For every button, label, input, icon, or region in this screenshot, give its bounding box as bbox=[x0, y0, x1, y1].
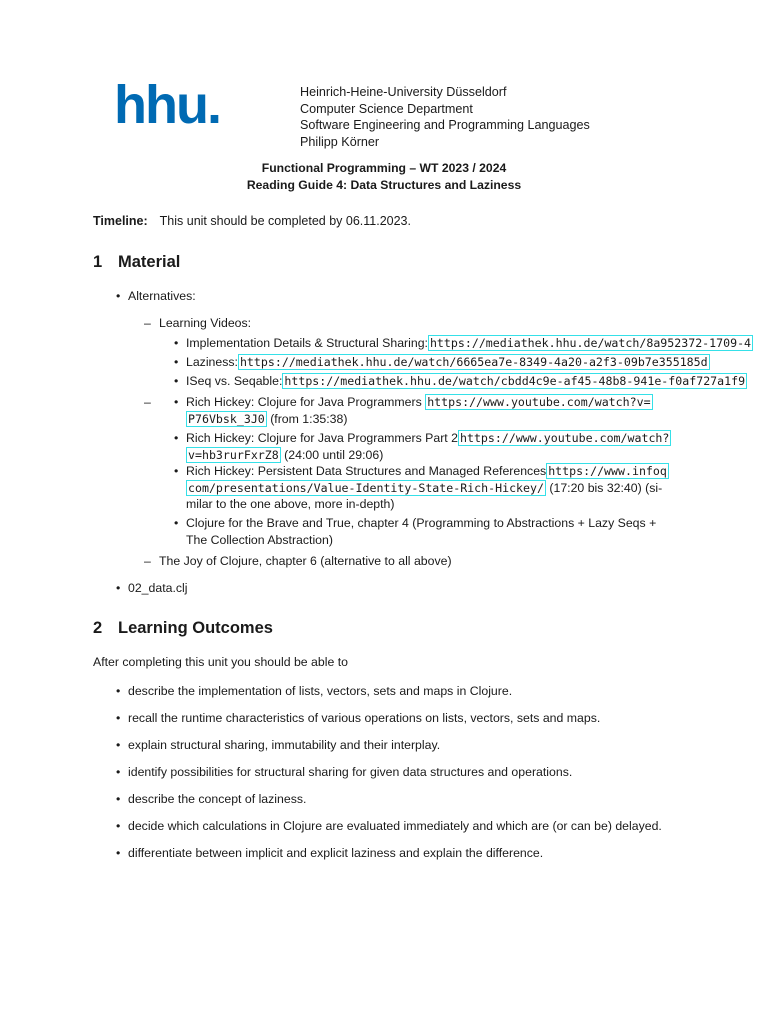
outcome-item: • identify possibilities for structural sharing for given data structures and operations. bbox=[128, 764, 572, 781]
talk-link[interactable]: https://www.youtube.com/watch? bbox=[459, 431, 670, 445]
section-title: Learning Outcomes bbox=[118, 619, 273, 637]
file-item: • 02_data.clj bbox=[128, 580, 187, 597]
video-link[interactable]: https://mediathek.hhu.de/watch/cbdd4c9e-af45-48b8-941e-f0af727a1f9 bbox=[284, 374, 746, 388]
dash-icon: – bbox=[144, 554, 151, 568]
institution-line: Heinrich-Heine-University Düsseldorf bbox=[300, 85, 507, 99]
section-number: 2 bbox=[93, 619, 103, 637]
timeline-label: Timeline: bbox=[93, 214, 148, 228]
course-title: Functional Programming – WT 2023 / 2024 bbox=[261, 161, 507, 175]
talk-link[interactable]: com/presentations/Value-Identity-State-Rich-Hickey/ bbox=[188, 480, 544, 495]
outcome-item: • describe the implementation of lists, vectors, sets and maps in Clojure. bbox=[128, 683, 512, 700]
dash-icon: – bbox=[144, 395, 151, 409]
hhu-logo bbox=[114, 83, 244, 131]
outcome-item: • explain structural sharing, immutability and their interplay. bbox=[128, 737, 440, 754]
talk-item: • Rich Hickey: Persistent Data Structures and Managed References https://www.infoq com/presentations/Value-Identity-State-Rich-Hickey/ (17:20 bis 32:40) (si- milar to the one above, more in-depth) bbox=[186, 463, 686, 513]
institution-block bbox=[300, 84, 590, 151]
talk-link[interactable]: https://www.youtube.com/watch?v= bbox=[427, 395, 651, 409]
dash-icon: – bbox=[144, 316, 151, 330]
institution-line: Software Engineering and Programming Languages bbox=[300, 118, 590, 133]
video-link[interactable]: https://mediathek.hhu.de/watch/6665ea7e-8349-4a20-a2f3-09b7e355185d bbox=[239, 355, 708, 369]
learning-videos-label: Learning Videos: bbox=[159, 316, 252, 330]
section-heading-outcomes bbox=[93, 620, 273, 637]
video-item: • Laziness: https://mediathek.hhu.de/watch/6665ea7e-8349-4a20-a2f3-09b7e355185d bbox=[186, 354, 710, 371]
video-item: • Implementation Details & Structural Sharing: https://mediathek.hhu.de/watch/8a952372-1709-4 bbox=[186, 335, 753, 352]
guide-title: Reading Guide 4: Data Structures and Laziness bbox=[246, 178, 522, 192]
video-link[interactable]: https://mediathek.hhu.de/watch/8a952372-1709-4 bbox=[429, 336, 752, 350]
talk-link[interactable]: P76Vbsk_3J0 bbox=[188, 411, 265, 426]
video-item: • ISeq vs. Seqable: https://mediathek.hhu.de/watch/cbdd4c9e-af45-48b8-941e-f0af727a1f9 bbox=[186, 373, 747, 390]
joy-of-clojure-item: The Joy of Clojure, chapter 6 (alternative to all above) bbox=[159, 554, 452, 568]
institution-line: Computer Science Department bbox=[300, 101, 473, 116]
outcomes-intro: After completing this unit you should be able to bbox=[93, 655, 348, 669]
timeline bbox=[93, 213, 411, 230]
outcome-item: • differentiate between implicit and explicit laziness and explain the difference. bbox=[128, 845, 543, 862]
talk-link[interactable]: https://www.infoq bbox=[548, 464, 667, 478]
institution-line: Philipp Körner bbox=[300, 135, 380, 150]
timeline-text: This unit should be completed by 06.11.2023. bbox=[159, 214, 411, 228]
section-heading-material bbox=[93, 254, 180, 271]
talk-item: • Rich Hickey: Clojure for Java Programmers Part 2 https://www.youtube.com/watch? v=hb3rurFxrZ8 (24:00 until 29:06) bbox=[186, 430, 678, 463]
talk-link[interactable]: v=hb3rurFxrZ8 bbox=[188, 447, 279, 462]
book-item: • Clojure for the Brave and True, chapter 4 (Programming to Abstractions + Lazy Seqs + The Collection Abstraction) bbox=[186, 515, 686, 548]
alternatives-item: • Alternatives: bbox=[128, 288, 196, 305]
outcome-item: • recall the runtime characteristics of various operations on lists, vectors, sets and maps. bbox=[128, 710, 600, 727]
logo-text: hhu. bbox=[114, 83, 220, 131]
talk-item: • Rich Hickey: Clojure for Java Programmers https://www.youtube.com/watch?v= P76Vbsk_3J0 (from 1:35:38) bbox=[186, 394, 678, 427]
outcome-item: • describe the concept of laziness. bbox=[128, 791, 306, 808]
outcome-item: • decide which calculations in Clojure are evaluated immediately and which are (or can be) delayed. bbox=[128, 818, 662, 835]
section-number: 1 bbox=[93, 253, 103, 271]
section-title: Material bbox=[118, 253, 181, 271]
